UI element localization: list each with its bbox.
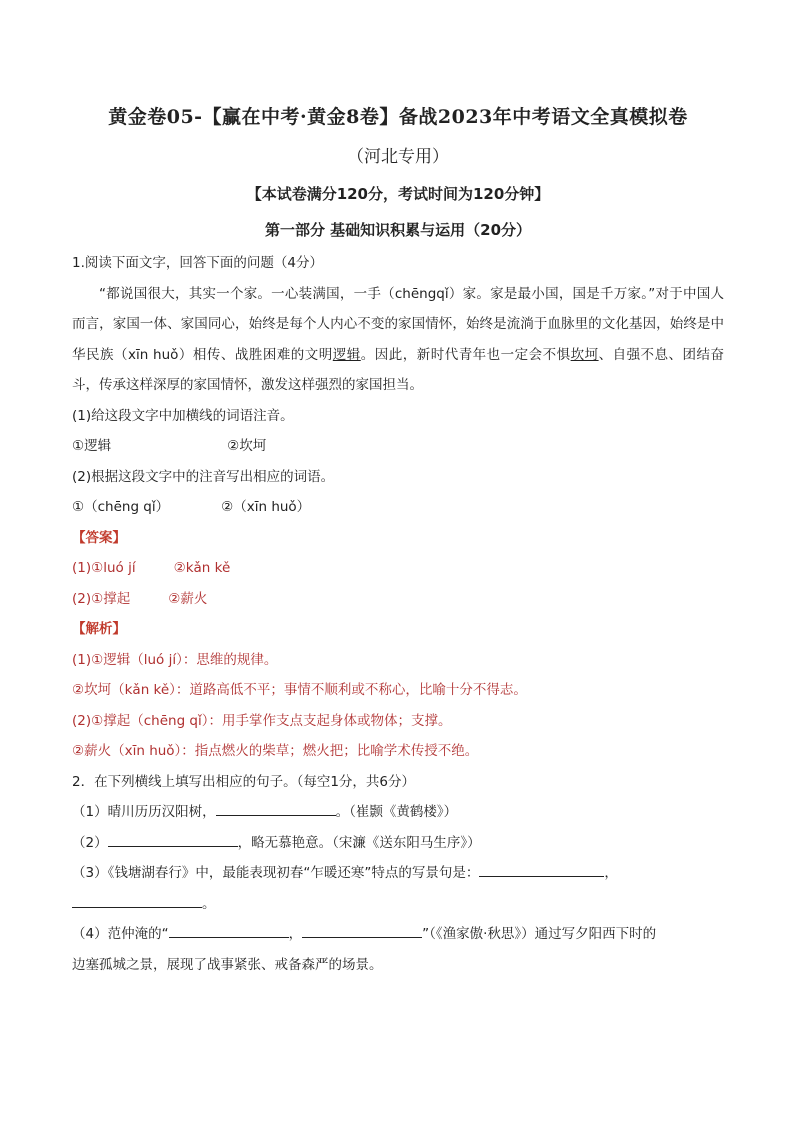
q2-stem: 2．在下列横线上填写出相应的句子。（每空1分，共6分） [72,773,416,790]
q1-passage-c: 、自强不息、团结奋斗，传承这样深厚的家国情怀，激发这样强烈的家国担当。 [72,346,725,393]
underlined-word-logic: 逻辑 [332,346,361,363]
q2-item-1-source: 。（崔颢《黄鹤楼》） [335,804,458,820]
section-title: 第一部分 基础知识积累与运用（20分） [264,221,532,239]
question-2 [72,767,724,981]
q1-sub2: (2)根据这段文字中的注音写出相应的词语。 [72,468,335,485]
q2-item-2-text: ，略无慕艳意。（宋濂《送东阳马生序》） [237,834,481,851]
answer-1b: ②kǎn kě [173,560,231,576]
q1-sub2-opt1: ①（chēng qǐ） [72,499,170,515]
q1-passage-b: 。因此，新时代青年也一定会不惧 [360,346,571,363]
analysis-tag: 【解析】 [72,621,126,637]
answer-blank[interactable] [72,892,202,908]
q2-item-3-cont [72,889,724,920]
q2-item-3-comma: ， [604,865,618,881]
q2-item-4-text: （4）范仲淹的“ [72,926,169,942]
q1-sub1-opt1: ①逻辑 [72,438,112,454]
analysis-line: ②坎坷（kǎn kě）：道路高低不平；事情不顺利或不称心，比喻十分不得志。 [72,682,527,698]
answer-line-2 [72,584,724,615]
q2-item-3-text: （3）《钱塘湖春行》中，最能表现初春“乍暖还寒”特点的写景句是： [72,865,480,881]
q2-item-4-source: ”（《渔家傲·秋思》）通过写夕阳西下时的 [422,926,657,942]
answer-blank[interactable] [108,831,238,847]
analysis-line: (2)①撑起（chēng qǐ）：用手掌作支点支起身体或物体；支撑。 [72,712,452,729]
answer-blank[interactable] [169,922,289,938]
answer-blank[interactable] [216,800,336,816]
analysis-line: ②薪火（xīn huǒ）：指点燃火的柴草；燃火把；比喻学术传授不绝。 [72,743,479,759]
exam-info: 【本试卷满分120分，考试时间为120分钟】 [246,185,550,203]
q2-item-3 [72,858,724,889]
q2-item-1 [72,797,724,828]
q1-passage-a: “都说国很大，其实一个家。一心装满国，一手（chēngqǐ）家。家是最小国，国是千万家。”对于中国人而言，家国一体、家国同心，始终是每个人内心不变的家国情怀，始终是流淌于血脉里的文化基因，始终是中华民族（xīn huǒ）相传、战胜困难的文明 [72,285,724,363]
q1-sub2-opt2: ②（xīn huǒ） [221,499,311,515]
q2-item-4-comma: ， [288,926,303,942]
exam-page [72,100,724,980]
q1-sub2-options [72,492,724,523]
q2-item-2 [72,828,724,859]
q1-sub1-opt2: ②坎坷 [227,438,267,454]
answer-tag: 【答案】 [72,529,126,546]
q2-item-2-num: （2） [72,834,108,851]
question-1 [72,248,724,767]
answer-2a: (2)①撑起 [72,590,131,607]
answer-line-1 [72,553,724,584]
answer-blank[interactable] [479,861,604,877]
q2-item-3-end: 。 [202,895,216,912]
answer-2b: ②薪火 [168,590,208,607]
answer-1a: (1)①luó jí [72,560,136,576]
q2-item-4-cont: 边塞孤城之景，展现了战事紧张、戒备森严的场景。 [72,956,383,973]
q2-item-1-text: （1）晴川历历汉阳树， [72,804,216,820]
q2-item-4 [72,919,724,950]
analysis-line: (1)①逻辑（luó jí）：思维的规律。 [72,651,278,668]
exam-title: 黄金卷05-【赢在中考·黄金8卷】备战2023年中考语文全真模拟卷 [108,106,688,128]
q1-sub1-options [72,431,724,462]
answer-blank[interactable] [302,922,422,938]
q1-sub1: (1)给这段文字中加横线的词语注音。 [72,407,294,424]
q1-passage [72,279,724,401]
underlined-word-kanke: 坎坷 [570,346,599,363]
q1-stem: 1.阅读下面文字，回答下面的问题（4分） [72,255,323,271]
exam-subtitle: （河北专用） [347,147,449,167]
